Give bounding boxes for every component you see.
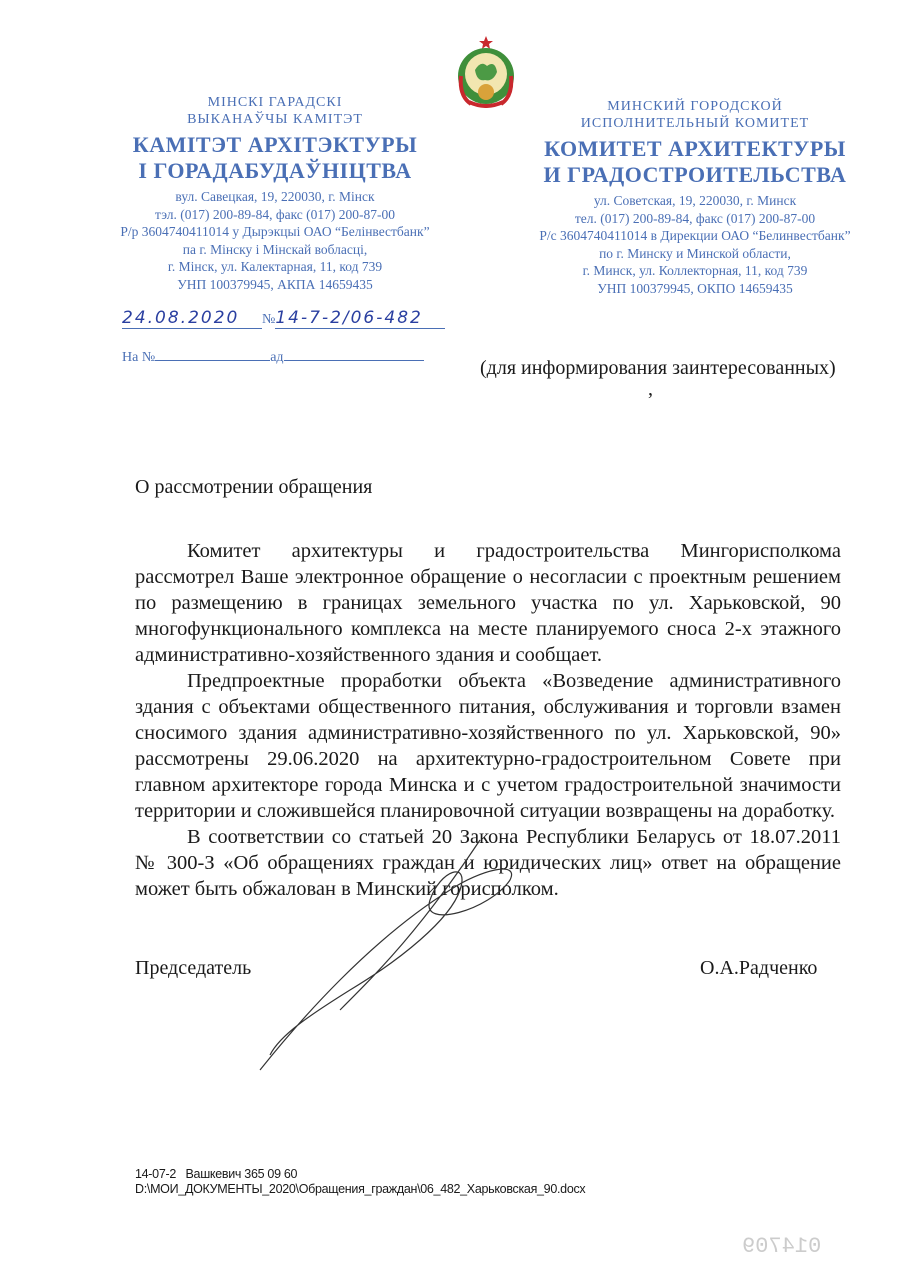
subject: О рассмотрении обращения bbox=[135, 476, 373, 498]
addressee-comma: , bbox=[648, 378, 653, 400]
tax-id-line: УНП 100379945, АКПА 14659435 bbox=[177, 276, 373, 292]
paragraph: Предпроектные проработки объекта «Возведение административного здания с объектами общественного питания, обслуживания и торговли взамен сносимого здания административно-хозяйственного по ул. Харьковской, 90» рассмотрены 29.06.2020 на архитектурно-градостроительном Совете при главном архитекторе города Минска и с учетом градостроительной значимости территории и сложившейся планировочной ситуации возвращены на доработку. bbox=[135, 670, 841, 822]
file-path: D:\МОИ_ДОКУМЕНТЫ_2020\Обращения_граждан\06_482_Харьковская_90.docx bbox=[135, 1182, 586, 1196]
org-name: ВЫКАНАЎЧЫ КАМІТЭТ bbox=[187, 112, 363, 127]
registration-line bbox=[122, 308, 452, 336]
addressee: (для информирования заинтересованных) bbox=[480, 357, 836, 379]
doc-number: 14-7-2/06-482 bbox=[275, 308, 445, 329]
serial-number: 014709 bbox=[742, 1234, 822, 1259]
from-label: ад bbox=[270, 350, 284, 365]
org-name: ИСПОЛНИТЕЛЬНЫЙ КОМИТЕТ bbox=[580, 116, 810, 131]
org-name: МІНСКІ ГАРАДСКІ bbox=[207, 95, 343, 110]
reply-line bbox=[122, 346, 452, 374]
bank-line: Р/р 3604740411014 у Дырэкцыі ОАО “Белінвестбанк” bbox=[120, 224, 430, 239]
letterhead-belarusian bbox=[105, 94, 445, 293]
address-line: вул. Савецкая, 19, 220030, г. Мінск bbox=[175, 189, 375, 204]
bank-line: г. Минск, ул. Коллекторная, 11, код 739 bbox=[582, 263, 808, 278]
bank-line: Р/с 3604740411014 в Дирекции ОАО “Белинвестбанк” bbox=[539, 228, 851, 243]
state-emblem-icon bbox=[455, 34, 517, 108]
dept-name: КАМІТЭТ АРХІТЭКТУРЫ bbox=[132, 132, 418, 157]
address-line: ул. Советская, 19, 220030, г. Минск bbox=[593, 193, 797, 208]
paragraph: Комитет архитектуры и градостроительства Мингорисполкома рассмотрел Ваше электронное обращение о несогласии с проектным решением по размещению в границах земельного участка по ул. Харьковской, 90 многофункционального комплекса на месте планируемого сноса 2-х этажного административно-хозяйственного здания и сообщает. bbox=[135, 540, 841, 666]
bank-line: г. Мінск, ул. Калектарная, 11, код 739 bbox=[167, 259, 383, 274]
dept-name: І ГОРАДАБУДАЎНІЦТВА bbox=[138, 158, 412, 183]
dept-name: КОМИТЕТ АРХИТЕКТУРЫ bbox=[544, 136, 846, 161]
executor-line: 14-07-2 Вашкевич 365 09 60 bbox=[135, 1167, 298, 1181]
tax-id-line: УНП 100379945, ОКПО 14659435 bbox=[597, 280, 793, 296]
paragraph: В соответствии со статьей 20 Закона Республики Беларусь от 18.07.2011 № 300-З «Об обращениях граждан и юридических лиц» ответ на обращение может быть обжалован в Минский горисполком. bbox=[135, 826, 841, 900]
letterhead-russian bbox=[510, 98, 880, 297]
signatory-position: Председатель bbox=[135, 957, 252, 979]
bank-line: по г. Минску и Минской области, bbox=[599, 245, 791, 261]
doc-date: 24.08.2020 bbox=[122, 308, 262, 329]
footer bbox=[135, 1167, 585, 1197]
signatory-name: О.А.Радченко bbox=[700, 957, 818, 979]
reply-label: На № bbox=[122, 350, 156, 365]
phone-line: тел. (017) 200-89-84, факс (017) 200-87-00 bbox=[574, 210, 816, 226]
bank-line: па г. Мінску і Мінскай вобласці, bbox=[182, 241, 368, 257]
org-name: МИНСКИЙ ГОРОДСКОЙ bbox=[607, 99, 783, 114]
handwritten-signature-icon bbox=[220, 820, 540, 1090]
number-sign: № bbox=[262, 312, 276, 327]
dept-name: И ГРАДОСТРОИТЕЛЬСТВА bbox=[543, 162, 847, 187]
phone-line: тэл. (017) 200-89-84, факс (017) 200-87-00 bbox=[154, 206, 396, 222]
